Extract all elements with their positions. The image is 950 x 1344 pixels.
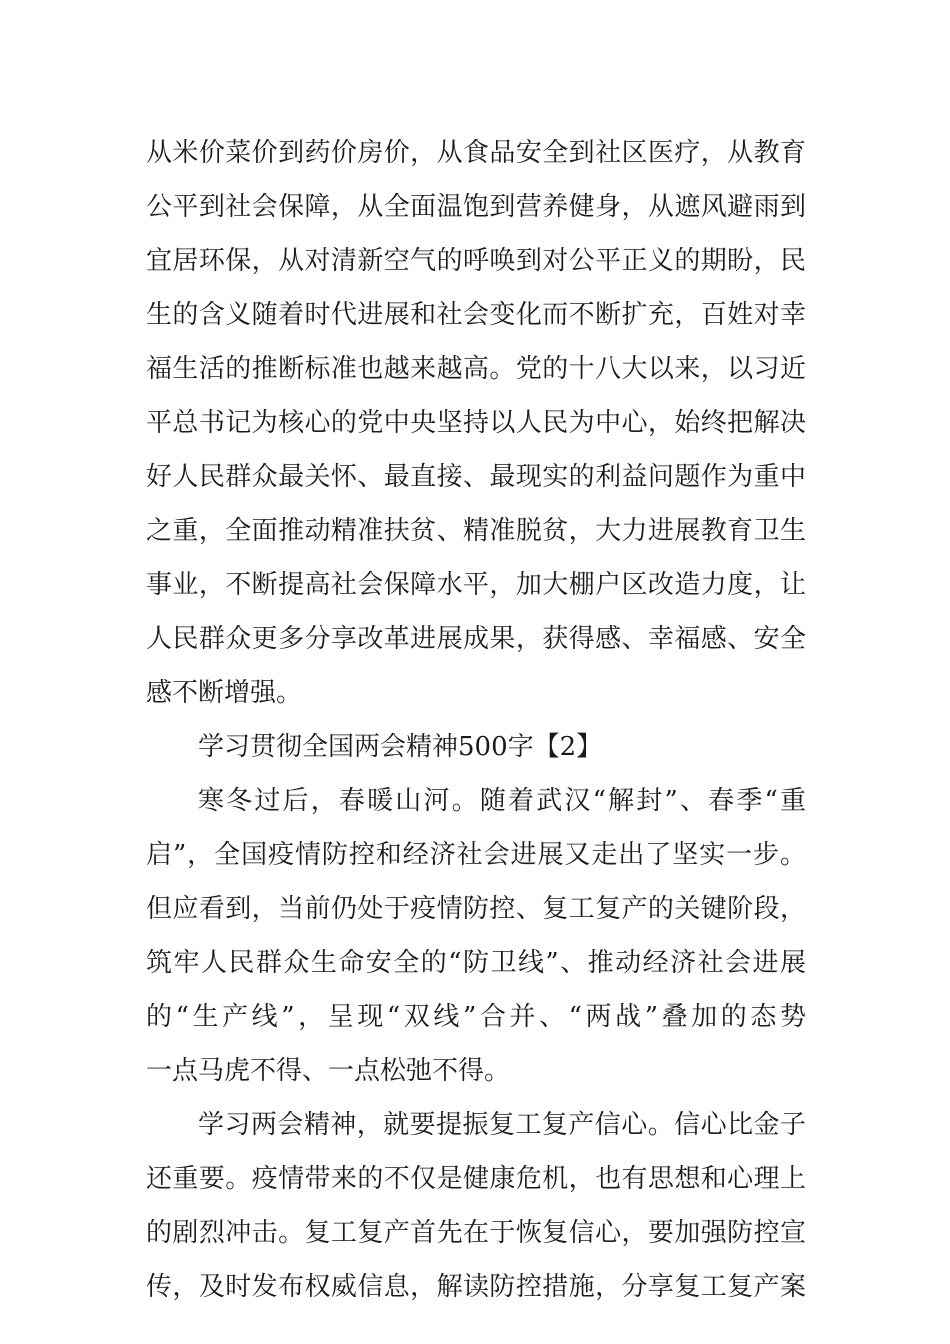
text-line: 启”，全国疫情防控和经济社会进展又走出了坚实一步。 bbox=[146, 840, 806, 870]
text-line: 但应看到，当前仍处于疫情防控、复工复产的关键阶段， bbox=[146, 894, 806, 924]
text-line: 传，及时发布权威信息，解读防控措施，分享复工复产案 bbox=[146, 1272, 806, 1302]
text-line: 福生活的推断标准也越来越高。党的十八大以来，以习近 bbox=[146, 354, 806, 384]
text-line: 感不断增强。 bbox=[146, 678, 303, 708]
text-line: 还重要。疫情带来的不仅是健康危机，也有思想和心理上 bbox=[146, 1164, 806, 1194]
text-line: 的“生产线”，呈现“双线”合并、“两战”叠加的态势 bbox=[146, 1002, 806, 1032]
text-line: 从米价菜价到药价房价，从食品安全到社区医疗，从教育 bbox=[146, 138, 806, 168]
text-line: 好人民群众最关怀、最直接、最现实的利益问题作为重中 bbox=[146, 462, 806, 492]
text-line: 之重，全面推动精准扶贫、精准脱贫，大力进展教育卫生 bbox=[146, 516, 806, 546]
text-line: 筑牢人民群众生命安全的“防卫线”、推动经济社会进展 bbox=[146, 948, 806, 978]
document-body bbox=[146, 126, 806, 1314]
text-line: 的剧烈冲击。复工复产首先在于恢复信心，要加强防控宣 bbox=[146, 1218, 806, 1248]
text-line: 事业，不断提高社会保障水平，加大棚户区改造力度，让 bbox=[146, 570, 806, 600]
text-line: 寒冬过后，春暖山河。随着武汉“解封”、春季“重 bbox=[198, 786, 806, 816]
text-line: 生的含义随着时代进展和社会变化而不断扩充，百姓对幸 bbox=[146, 300, 806, 330]
text-line: 平总书记为核心的党中央坚持以人民为中心，始终把解决 bbox=[146, 408, 806, 438]
section-heading: 学习贯彻全国两会精神500字【2】 bbox=[198, 732, 603, 762]
text-line: 公平到社会保障，从全面温饱到营养健身，从遮风避雨到 bbox=[146, 192, 806, 222]
text-line: 学习两会精神，就要提振复工复产信心。信心比金子 bbox=[198, 1110, 806, 1140]
text-line: 宜居环保，从对清新空气的呼唤到对公平正义的期盼，民 bbox=[146, 246, 806, 276]
text-line: 人民群众更多分享改革进展成果，获得感、幸福感、安全 bbox=[146, 624, 806, 654]
text-line: 一点马虎不得、一点松弛不得。 bbox=[146, 1056, 511, 1086]
